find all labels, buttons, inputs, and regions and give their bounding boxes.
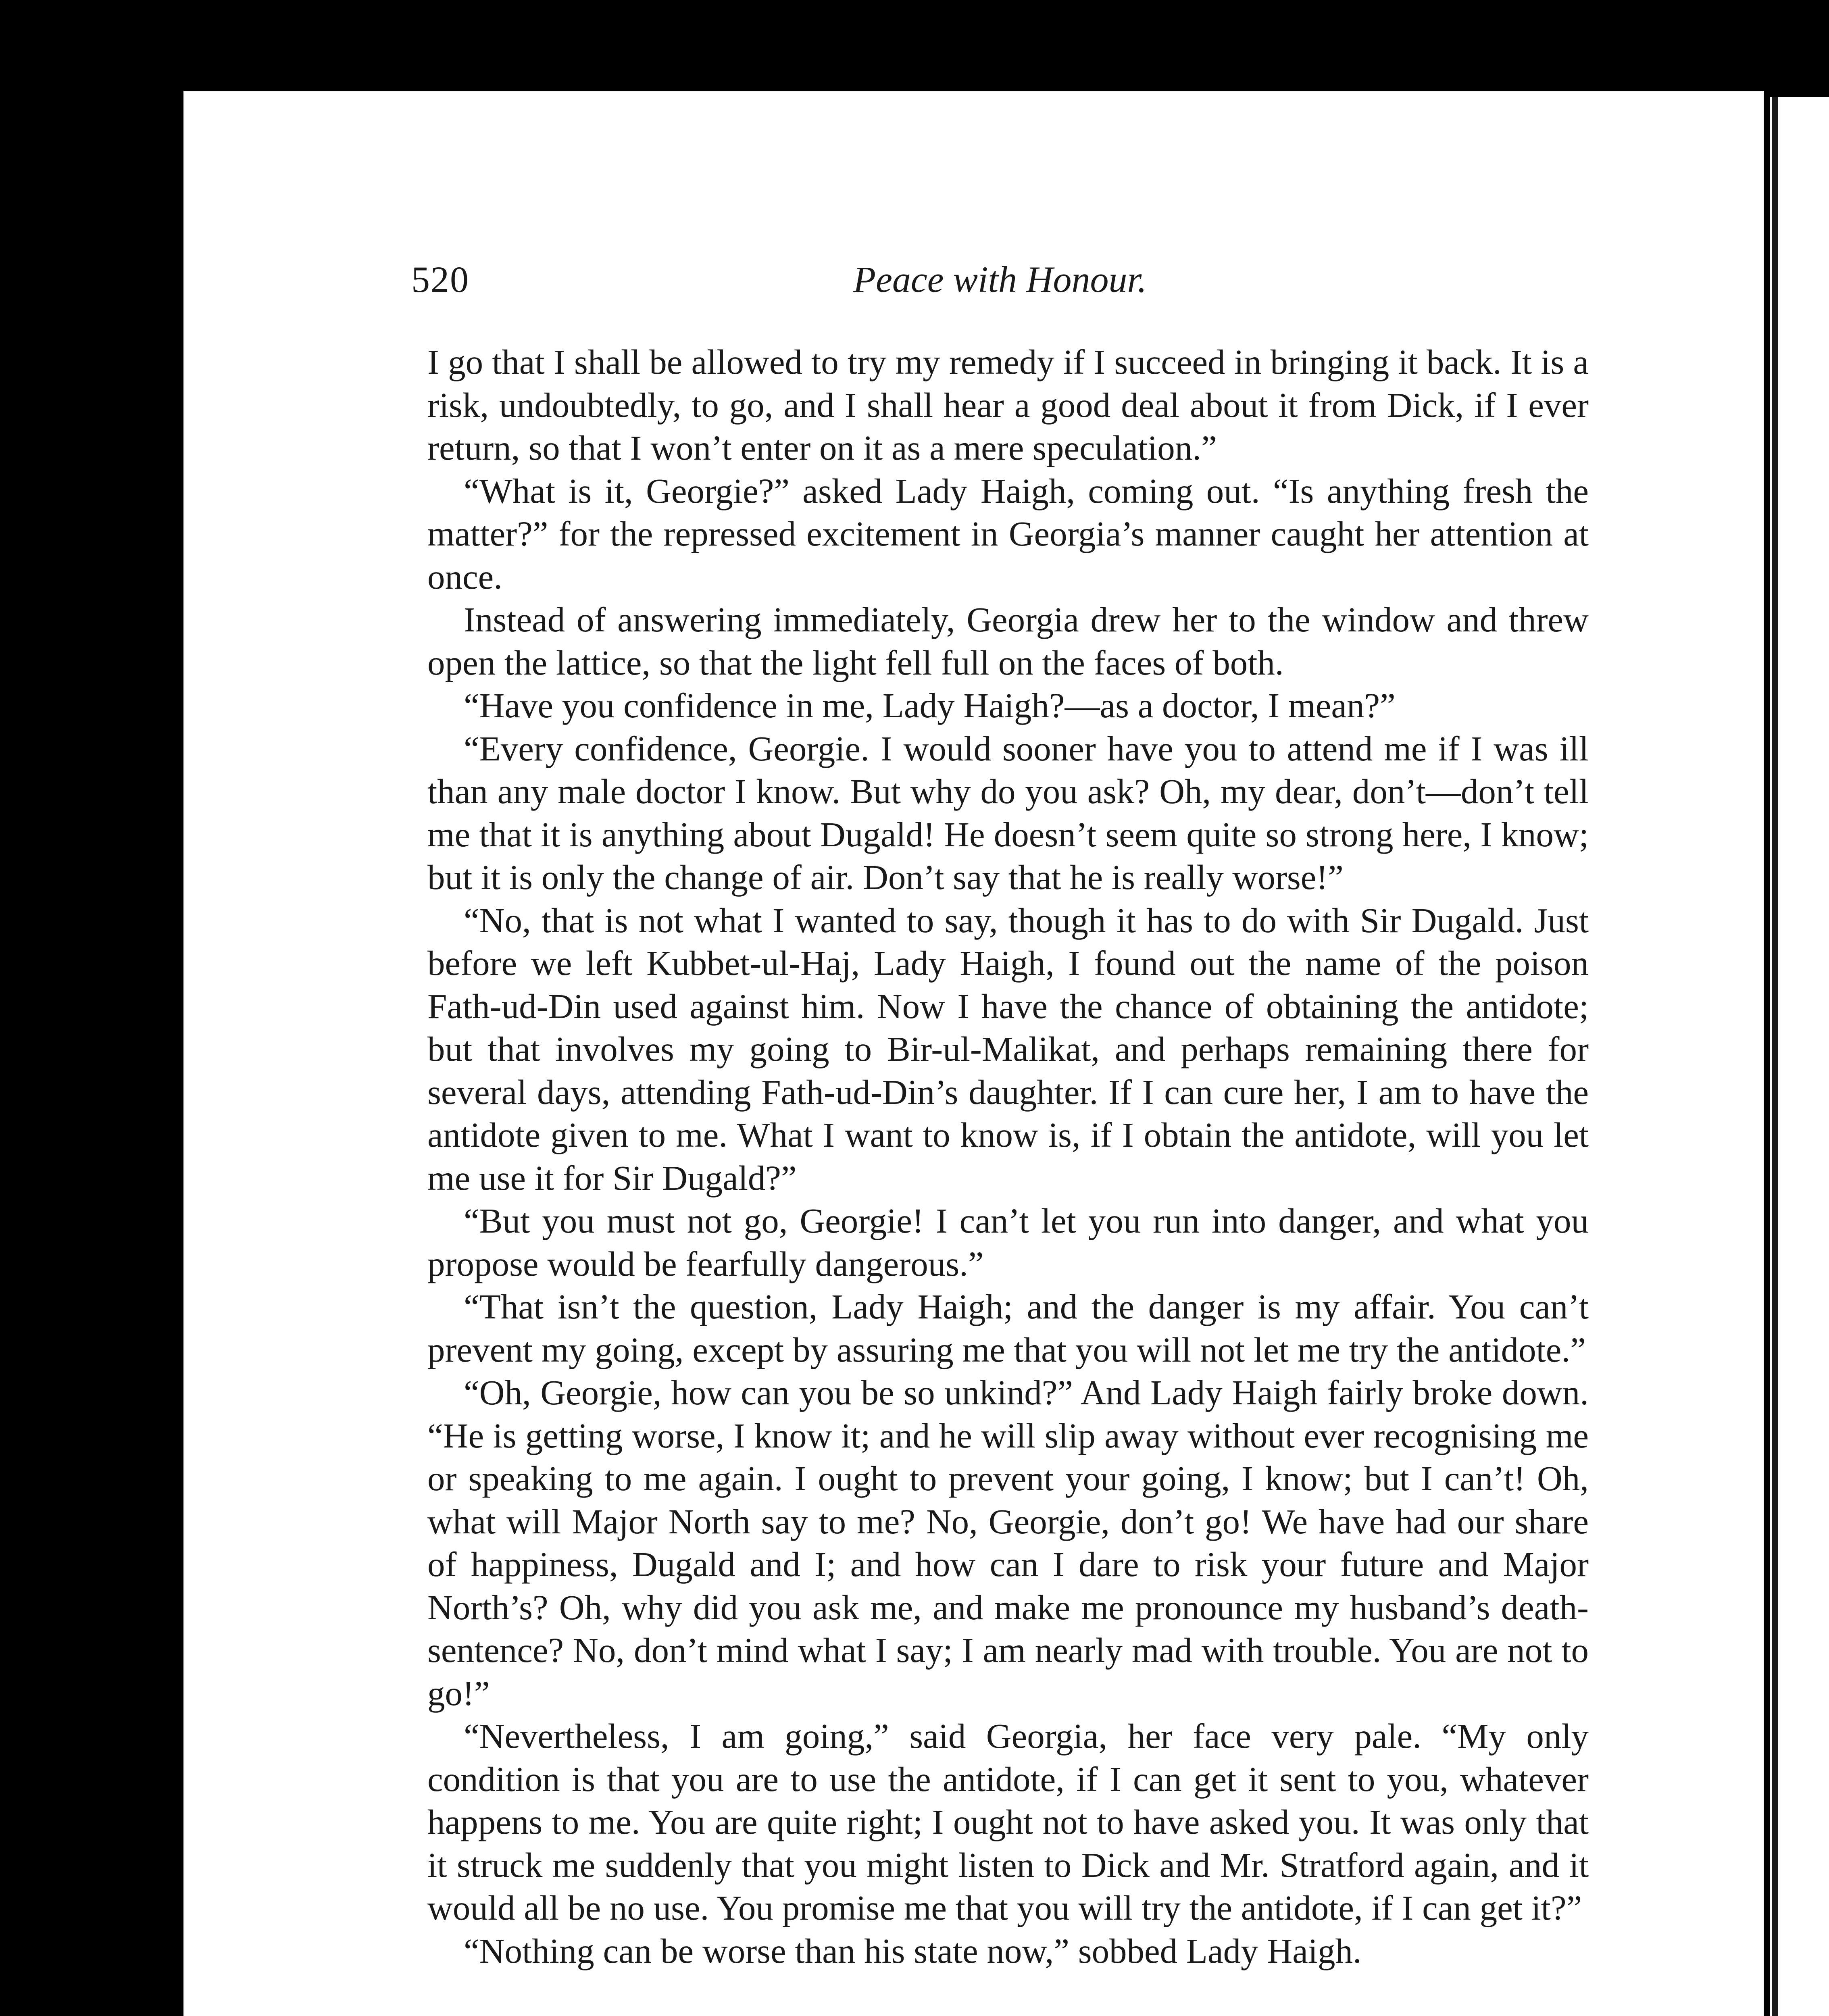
paragraph: “But you must not go, Georgie! I can’t let you run into danger, and what you propose would be fearfully dangerous.” <box>427 1201 1589 1283</box>
body-text <box>427 341 1589 1972</box>
paragraph: “Nothing can be worse than his state now,” sobbed Lady Haigh. <box>464 1931 1362 1970</box>
paragraph: “Have you confidence in me, Lady Haigh?—as a doctor, I mean?” <box>464 686 1396 725</box>
paragraph: “Oh, Georgie, how can you be so unkind?” And Lady Haigh fairly broke down. “He is getting worse, I know it; and he will slip away without ever recognising me or speaking to me again. I ought to prevent your going, I know; but I can’t! Oh, what will Major North say to me? No, Georgie, don’t go! We have had our share of happiness, Dugald and I; and how can I dare to risk your future and Major North’s? Oh, why did you ask me, and make me pronounce my husband’s death-sentence? No, don’t mind what I say; I am nearly mad with trouble. You are not to go!” <box>427 1373 1589 1713</box>
running-title: Peace with Honour. <box>853 259 1147 300</box>
page-header <box>411 258 1589 306</box>
next-page-edge <box>1772 97 1778 2016</box>
paragraph: “Nevertheless, I am going,” said Georgia, her face very pale. “My only condition is that you are to use the antidote, if I can get it sent to you, whatever happens to me. You are quite right; I ought not to have asked you. It was only that it struck me suddenly that you might listen to Dick and Mr. Stratford again, and it would all be no use. You promise me that you will try the antidote, if I can get it?” <box>427 1716 1589 1927</box>
paragraph: “What is it, Georgie?” asked Lady Haigh, coming out. “Is anything fresh the matter?” for the repressed excitement in Georgia’s manner caught her attention at once. <box>427 471 1589 596</box>
paragraph: “No, that is not what I wanted to say, though it has to do with Sir Dugald. Just before we left Kubbet-ul-Haj, Lady Haigh, I found out the name of the poison Fath-ud-Din used against him. Now I have the chance of obtaining the antidote; but that involves my going to Bir-ul-Malikat, and perhaps remaining there for several days, attending Fath-ud-Din’s daughter. If I can cure her, I am to have the antidote given to me. What I want to know is, if I obtain the antidote, will you let me use it for Sir Dugald?” <box>427 900 1589 1198</box>
paragraph: “Every confidence, Georgie. I would sooner have you to attend me if I was ill than any male doctor I know. But why do you ask? Oh, my dear, don’t—don’t tell me that it is anything about Dugald! He doesn’t seem quite so strong here, I know; but it is only the change of air. Don’t say that he is really worse!” <box>427 729 1589 897</box>
paragraph: I go that I shall be allowed to try my remedy if I succeed in bringing it back. It is a risk, undoubtedly, to go, and I shall hear a good deal about it from Dick, if I ever return, so that I won’t enter on it as a mere speculation.” <box>427 342 1589 467</box>
page-number: 520 <box>411 259 469 300</box>
paragraph: Instead of answering immediately, Georgia drew her to the window and threw open the lattice, so that the light fell full on the faces of both. <box>427 600 1589 682</box>
paragraph: “That isn’t the question, Lady Haigh; and the danger is my affair. You can’t prevent my going, except by assuring me that you will not let me try the antidote.” <box>427 1287 1589 1369</box>
next-page-sliver <box>1770 97 1829 2016</box>
